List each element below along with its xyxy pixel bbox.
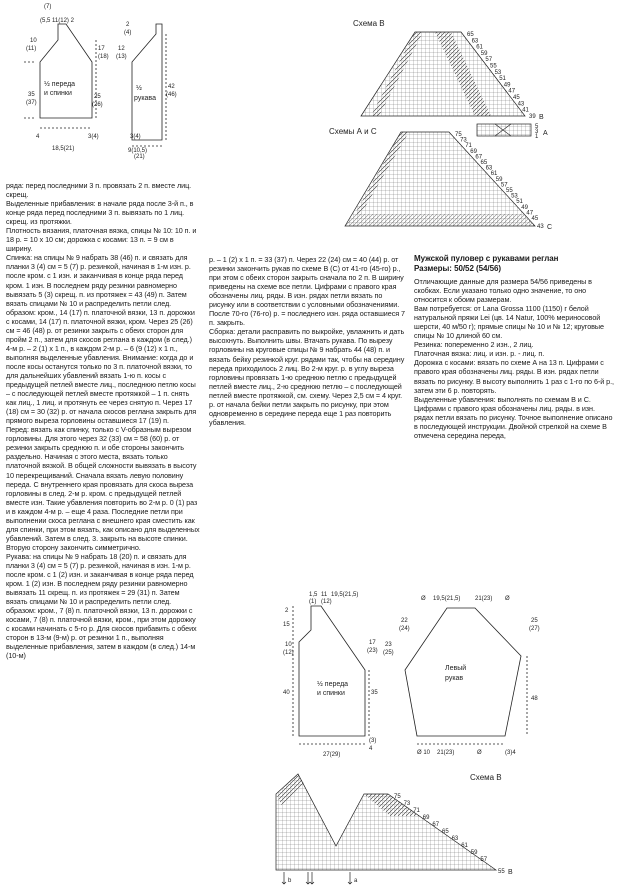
row-number: 73	[460, 137, 467, 144]
svg-text:(1): (1)	[309, 599, 317, 605]
svg-text:Схема В: Схема В	[353, 19, 385, 28]
paragraph: Рукава: на спицы № 9 набрать 18 (20) п. и связать для планки 3 (4) см = 5 (7) р. резинкой, начиная в изн. 1-м р. после кром. с 1 (2) изн. и заканчивая в конце ряда перед кром. 1 (2) изн. В последнем ряду резинки равномерно вывязать 11 скрещ. п. из протяжек = 29 (31) п. Затем вязать спицами № 10 и распределить петли след. образом: кром., 7 (8) п. платочной вязки, 13 п. дорожки с косами, 7 (8) п. платочной вязки, кром., при этом дорожку с косами начинать с 5-го р. Для скосов прибавить с обеих сторон в 13-м (9-м) р. от резинки 1 п., выполняя выделенные прибавления, затем в каждом (в след.) 14-м (10-м)	[6, 551, 197, 661]
svg-text:рукава: рукава	[134, 95, 156, 102]
svg-text:10: 10	[30, 38, 37, 44]
svg-text:(46): (46)	[166, 92, 177, 98]
svg-text:25: 25	[94, 94, 101, 100]
paragraph: Выделенные убавления: выполнять по схемам В и С. Цифрами с правого края обозначены лиц. ряды. в изн. рядах петли вязать по рисунку. Точное выполнение описано в последующей инструкции. Двойной стрелкой на схеме В отмечена середина переда,	[414, 394, 613, 440]
svg-text:(12): (12)	[283, 650, 294, 656]
svg-text:48: 48	[531, 696, 538, 702]
row-number: 59	[470, 850, 478, 856]
svg-text:(27): (27)	[529, 626, 540, 632]
svg-text:(21): (21)	[134, 154, 145, 160]
svg-text:Ø: Ø	[477, 750, 482, 756]
row-number: 55	[490, 63, 497, 70]
svg-text:3(4): 3(4)	[130, 134, 141, 140]
svg-text:55: 55	[498, 869, 505, 875]
paragraph: ряда: перед последними 3 п. провязать 2 п. вместе лиц. скрещ.	[6, 181, 192, 200]
svg-text:и спинки: и спинки	[44, 90, 72, 97]
svg-text:Ø 10: Ø 10	[417, 750, 431, 756]
svg-text:3: 3	[535, 129, 539, 135]
row-number: 57	[485, 57, 493, 64]
paragraph: Плотность вязания, платочная вязка, спицы № 10: 10 п. и 18 р. = 10 х 10 см; дорожка с косами: 13 п. = 9 см в ширину.	[6, 226, 197, 254]
row-number: 43	[517, 101, 525, 108]
svg-text:17: 17	[98, 46, 105, 52]
row-number: 65	[442, 829, 449, 835]
svg-text:В: В	[508, 869, 513, 876]
svg-text:12: 12	[118, 46, 125, 52]
paragraph: Платочная вязка: лиц. и изн. р. - лиц. п.	[414, 349, 545, 359]
row-number: 61	[490, 171, 498, 178]
svg-text:11: 11	[321, 592, 328, 598]
svg-text:1,5: 1,5	[309, 592, 318, 598]
bottom-schematic	[205, 560, 615, 765]
svg-text:½ переда: ½ переда	[317, 681, 349, 688]
svg-text:19,5(21,5): 19,5(21,5)	[433, 596, 461, 602]
svg-text:½ переда: ½ переда	[44, 81, 76, 88]
row-number: 57	[480, 857, 488, 863]
svg-text:39: 39	[529, 114, 536, 120]
column-1-text	[6, 181, 200, 660]
svg-text:А: А	[543, 130, 548, 137]
article-sizes: Размеры: 50/52 (54/56)	[414, 264, 502, 273]
schema-b-bottom-chart	[270, 760, 615, 887]
row-number: 61	[461, 843, 468, 849]
svg-text:(11): (11)	[26, 46, 37, 52]
svg-text:15: 15	[283, 622, 290, 628]
row-number: 59	[480, 50, 488, 57]
svg-text:1: 1	[535, 134, 539, 140]
svg-text:(4): (4)	[124, 30, 132, 36]
svg-text:рукав: рукав	[445, 675, 464, 682]
row-number: 47	[526, 210, 534, 217]
svg-text:(24): (24)	[399, 626, 410, 632]
row-number: 69	[470, 148, 477, 155]
svg-text:(7): (7)	[44, 4, 52, 10]
row-number: 69	[422, 815, 430, 821]
svg-text:a: a	[354, 878, 358, 884]
svg-text:27(29): 27(29)	[323, 752, 341, 758]
svg-text:Ø: Ø	[421, 596, 426, 602]
svg-text:40: 40	[283, 690, 290, 696]
svg-text:23: 23	[385, 642, 392, 648]
row-number: 71	[465, 143, 472, 150]
column-2-text	[209, 255, 407, 427]
svg-text:Схема В: Схема В	[470, 773, 502, 782]
row-number: 53	[511, 193, 518, 200]
svg-text:35: 35	[28, 92, 35, 98]
row-number: 53	[494, 69, 502, 76]
svg-text:5: 5	[535, 124, 539, 130]
row-number: 45	[531, 216, 539, 222]
row-number: 49	[503, 82, 511, 89]
row-number: 65	[467, 32, 474, 38]
row-number: 67	[475, 154, 483, 161]
svg-text:18,5(21): 18,5(21)	[52, 146, 75, 152]
row-number: 75	[394, 794, 401, 800]
svg-text:Левый: Левый	[445, 665, 467, 672]
svg-text:35: 35	[371, 690, 378, 696]
svg-text:(23): (23)	[367, 648, 378, 654]
svg-text:(18): (18)	[98, 54, 109, 60]
paragraph: Выделенные прибавления: в начале ряда после 3-й п., в конце ряда перед последними 3 п. вывязать по 1 лиц. скрещ. из протяжки.	[6, 199, 194, 227]
row-number: 47	[508, 88, 516, 95]
row-number: 63	[485, 165, 493, 172]
svg-text:b: b	[288, 878, 292, 884]
schema-ac-chart	[205, 122, 605, 232]
svg-text:22: 22	[401, 618, 408, 624]
svg-text:(3)4: (3)4	[505, 750, 516, 756]
paragraph: Отличающие данные для размера 54/56 приведены в скобках. Если указано только одно значение, то оно относится к обоим размерам.	[414, 277, 592, 305]
svg-text:9(10,5): 9(10,5)	[128, 148, 148, 154]
svg-text:42: 42	[168, 84, 175, 90]
row-number: 55	[506, 188, 513, 194]
svg-text:2: 2	[285, 608, 289, 614]
svg-text:С: С	[547, 224, 553, 231]
paragraph: Спинка: на спицы № 9 набрать 38 (46) п. и связать для планки 3 (4) см = 5 (7) р. резинкой, начиная в 1-м изн. р. после кром. с 1 изн. и заканчивая в конце ряда перед кром. 1 изн. В последнем ряду резинки равномерно вывязать 5 (3) скрещ. п. из протяжек = 43 (49) п. Затем вязать спицами № 10 и распределить петли след. образом: кром., 14 (17) п. платочной вязки, 13 п. дорожки с косами, 14 (17) п. платочной вязки, кром. Через 25 (26) см = 46 (48) р. от резинки закрыть с обеих сторон для пройм 2 п., затем для скосов реглана в каждом (в след.) 4-м р. – 2 (1) х 1 п., в каждом 2-м р. – 6 (9 (12) х 1 п., выполняя выделенные убавления. Внимание: когда до и после косы останутся только по 3 п. платочной вязки, то для дальнейших убавлений вязать 1-ю п. косы с предыдущей петлей вместе лиц., последнюю петлю косы – с последующей петлей вместе протяжкой – 1 п. снять как лиц., 1 лиц. и протянуть ее через снятую п. Через 17 (18) см = 30 (32) р. от начала скосов реглана закрыть для прямого выреза горловины оставшиеся 17 (19) п.	[6, 253, 197, 426]
row-number: 65	[480, 160, 488, 166]
paragraph: Вам потребуется: от Lana Grossa 1100 (1150) г белой натуральной пряжи Lei (цв. 14 Natur, 100% мериносовой шерсти, 40 м/50 г); прямые спицы № 10 и № 12; круговые спицы № 10 длиной 60 см.	[414, 304, 604, 341]
svg-text:(37): (37)	[26, 100, 37, 106]
svg-text:Ø: Ø	[505, 596, 510, 602]
svg-text:(3): (3)	[369, 738, 377, 744]
svg-text:43: 43	[537, 224, 544, 230]
column-3-text	[414, 254, 616, 440]
svg-text:(13): (13)	[116, 54, 127, 60]
svg-text:2: 2	[126, 22, 130, 28]
row-number: 49	[521, 204, 528, 211]
svg-text:(5,5 11(12) 2: (5,5 11(12) 2	[40, 18, 74, 24]
svg-text:21(23): 21(23)	[437, 750, 455, 756]
svg-text:4: 4	[36, 134, 40, 140]
svg-text:21(23): 21(23)	[475, 596, 493, 602]
row-number: 75	[455, 132, 462, 138]
top-schematic	[0, 0, 200, 160]
article-title: Мужской пуловер с рукавами реглан	[414, 254, 559, 263]
svg-text:(26): (26)	[92, 102, 103, 108]
svg-text:(25): (25)	[383, 650, 394, 656]
row-number: 73	[403, 801, 411, 807]
row-number: 63	[451, 836, 459, 842]
svg-text:(12): (12)	[321, 599, 332, 605]
svg-text:17: 17	[369, 640, 376, 646]
paragraph: Сборка: детали расправить по выкройке, увлажнить и дать высохнуть. Выполнить швы. Втачать рукава. По вырезу горловины на круговые спицы № 9 набрать 44 (48) п. и вязать бейку резинкой круг. рядами так, чтобы на середину переда приходилось 2 лиц. Во 2-м круг. р. в углу выреза горловины провязать 1-ю среднюю петлю с предыдущей петлей вместе лиц., 2-ю среднюю петлю – с последующей петлей вместе протяжкой, см. схему. Через 2,5 см = 4 круг. р. от начала бейки петли закрыть по рисунку, при этом одновременно в середине переда еще 1 раз повторить убавления.	[209, 327, 405, 427]
row-number: 71	[413, 808, 420, 814]
row-number: 67	[432, 822, 440, 828]
row-number: 41	[522, 107, 529, 114]
row-number: 57	[500, 182, 508, 189]
row-number: 61	[476, 44, 483, 51]
row-number: 63	[471, 38, 479, 45]
schema-b-top-chart	[205, 8, 605, 120]
svg-text:Схемы А и С: Схемы А и С	[329, 127, 377, 136]
svg-text:25: 25	[531, 618, 538, 624]
svg-text:В: В	[539, 114, 544, 120]
svg-text:и спинки: и спинки	[317, 690, 345, 697]
paragraph: Резинка: попеременно 2 изн., 2 лиц.	[414, 340, 534, 350]
svg-text:4: 4	[369, 746, 373, 752]
row-number: 59	[495, 176, 503, 183]
svg-text:10: 10	[285, 642, 292, 648]
paragraph: Дорожка с косами: вязать по схеме А на 13 п. Цифрами с правого края обозначены лиц. ряды. В изн. рядах петли вязать по рисунку. В высоту выполнить 1 раз с 1-го по 6-й р., затем эти 6 р. повторять.	[414, 358, 614, 395]
svg-text:19,5(21,5): 19,5(21,5)	[331, 592, 359, 598]
paragraph: Перед: вязать как спинку, только с V-образным вырезом горловины. Для этого через 32 (33) см = 58 (60) р. от резинки закрыть среднюю п. и обе стороны закончить раздельно. Начиная с этого места, вязать только платочной вязкой. В общей сложности вывязать в высоту 10 перекрещиваний. Сначала вязать левую половину переда. С внутреннего края провязать для скоса выреза горловины в след. 2-м р. кром. с предыдущей петлей вместе изн. Такие убавления повторить во 2-м р. 0 (1) раз и в каждом 4-м р. – еще 4 раза. Последние петли при выполнении скоса реглана с внешнего края сместить как для спинки, при этом вязать, как описано для выделенных убавлений. Затем в след. 3. закрыть на высоте спинки. Вторую сторону закончить симметрично.	[6, 425, 200, 552]
paragraph: р. – 1 (2) х 1 п. = 33 (37) п. Через 22 (24) см = 40 (44) р. от резинки закончить рукав по схеме В (С) от 41-го (45-го) р., при этом с обеих сторон закрыть сначала по 2 п. В ширину приведены на схеме все петли. Цифрами с правого края обозначены лиц. ряды. В изн. рядах петли вязать по рисунку или в соответствии с условными обозначениями. После 70-го (76-го) р. = последнего изн. ряда оставшиеся 7 п. закрыть.	[209, 255, 405, 328]
row-number: 45	[513, 95, 520, 101]
svg-text:½: ½	[136, 85, 142, 92]
row-number: 51	[499, 76, 506, 83]
svg-text:3(4): 3(4)	[88, 134, 99, 140]
row-number: 51	[516, 199, 523, 206]
